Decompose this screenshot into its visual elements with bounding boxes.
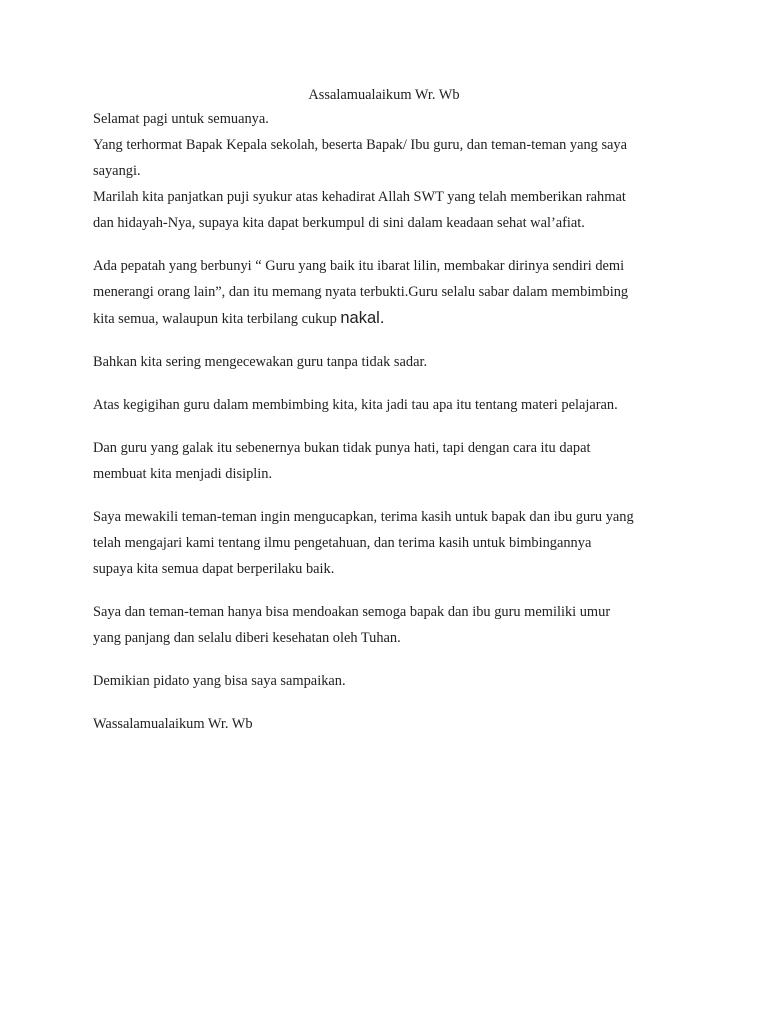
paragraph-salam-penutup	[93, 711, 683, 737]
text-line: membuat kita menjadi disiplin.	[93, 466, 273, 482]
text-line: Marilah kita panjatkan puji syukur atas kehadirat Allah SWT yang telah memberikan rahmat	[93, 189, 626, 205]
text-line: Bahkan kita sering mengecewakan guru tanpa tidak sadar.	[93, 354, 428, 370]
text-line: telah mengajari kami tentang ilmu pengetahuan, dan terima kasih untuk bimbingannya	[93, 535, 592, 551]
paragraph-disiplin	[93, 435, 683, 487]
document-body	[93, 106, 683, 737]
paragraph-terima-kasih	[93, 504, 683, 582]
paragraph-pepatah	[93, 253, 683, 332]
text-line: sayangi.	[93, 163, 141, 179]
text-line: Dan guru yang galak itu sebenernya bukan tidak punya hati, tapi dengan cara itu dapat	[93, 440, 591, 456]
emphasis-word: nakal.	[340, 309, 385, 327]
paragraph-penutup	[93, 668, 683, 694]
text-line: Ada pepatah yang berbunyi “ Guru yang baik itu ibarat lilin, membakar dirinya sendiri demi	[93, 258, 625, 274]
text-line: Saya mewakili teman-teman ingin mengucapkan, terima kasih untuk bapak dan ibu guru yang	[93, 509, 634, 525]
text-line: Yang terhormat Bapak Kepala sekolah, beserta Bapak/ Ibu guru, dan teman-teman yang saya	[93, 137, 628, 153]
paragraph-doa	[93, 599, 683, 651]
text-line: Demikian pidato yang bisa saya sampaikan.	[93, 673, 346, 689]
text-line	[93, 305, 683, 332]
text-line: Selamat pagi untuk semuanya.	[93, 111, 269, 127]
text-line: dan hidayah-Nya, supaya kita dapat berkumpul di sini dalam keadaan sehat wal’afiat.	[93, 215, 585, 231]
page-title: Assalamualaikum Wr. Wb	[308, 87, 460, 103]
text-segment: kita semua, walaupun kita terbilang cukup	[93, 311, 341, 327]
paragraph-greeting	[93, 106, 683, 236]
text-line: Saya dan teman-teman hanya bisa mendoakan semoga bapak dan ibu guru memiliki umur	[93, 604, 611, 620]
paragraph-kecewa	[93, 349, 683, 375]
text-line: Wassalamualaikum Wr. Wb	[93, 716, 253, 732]
text-line: Atas kegigihan guru dalam membimbing kita, kita jadi tau apa itu tentang materi pelajaran.	[93, 397, 618, 413]
text-line: supaya kita semua dapat berperilaku baik.	[93, 561, 335, 577]
text-line: menerangi orang lain”, dan itu memang nyata terbukti.Guru selalu sabar dalam membimbing	[93, 284, 629, 300]
paragraph-kegigihan	[93, 392, 683, 418]
text-line: yang panjang dan selalu diberi kesehatan oleh Tuhan.	[93, 630, 401, 646]
